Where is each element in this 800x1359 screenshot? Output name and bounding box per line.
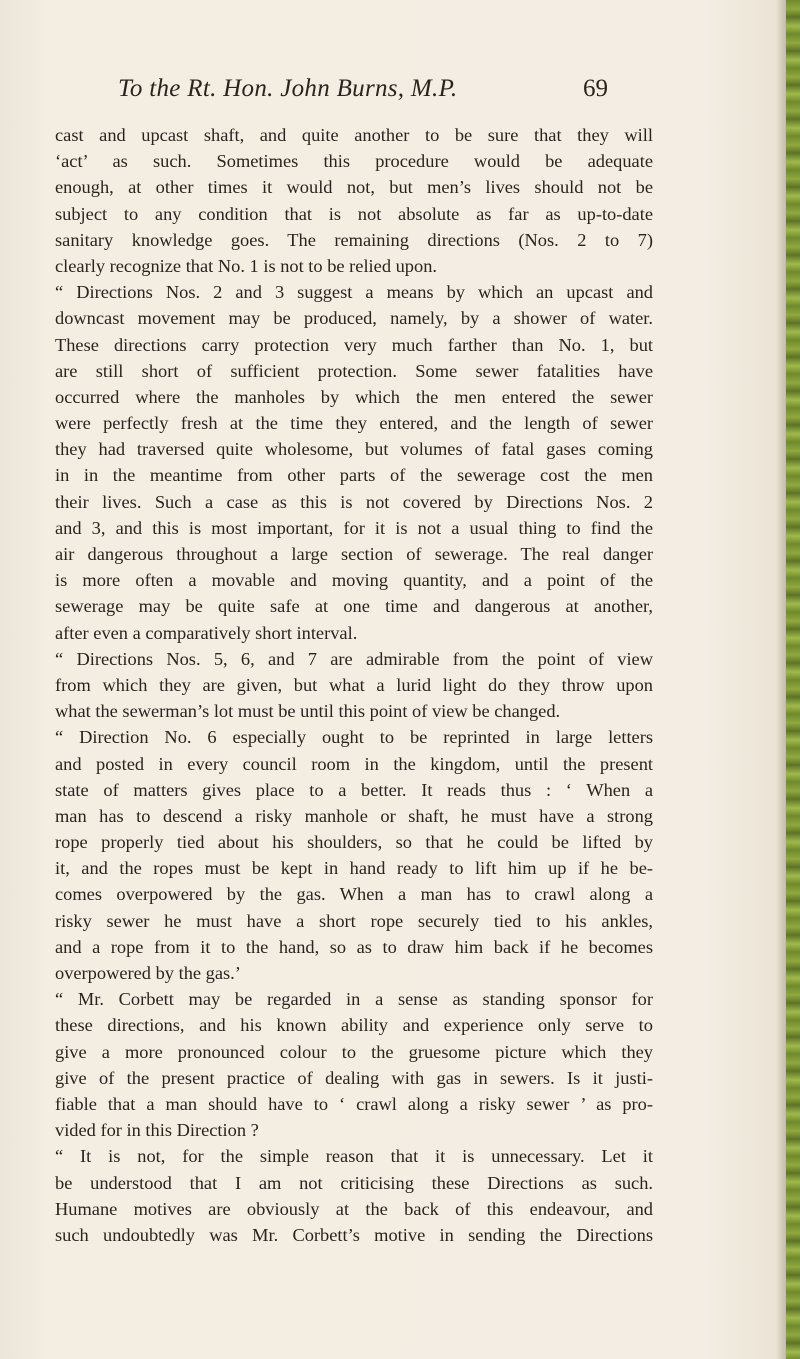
- text-line: overpowered by the gas.’: [55, 963, 241, 983]
- book-binding-edge: [786, 0, 800, 1359]
- text-line: in in the meantime from other parts of the sewerage cost the men: [55, 465, 653, 486]
- text-line: fiable that a man should have to ‘ crawl along a risky sewer ’ as pro-: [55, 1093, 653, 1114]
- gutter-shadow: [776, 0, 786, 1359]
- text-line: “ Direction No. 6 especially ought to be reprinted in large letters: [55, 727, 653, 748]
- text-line: and 3, and this is most important, for it is not a usual thing to find the: [55, 517, 653, 538]
- text-line: sanitary knowledge goes. The remaining directions (Nos. 2 to 7): [55, 229, 653, 250]
- text-line: what the sewerman’s lot must be until this point of view be changed.: [55, 701, 561, 722]
- text-line: man has to descend a risky manhole or shaft, he must have a strong: [55, 805, 653, 826]
- text-line: are still short of sufficient protection. Some sewer fatalities have: [55, 360, 653, 381]
- text-line: sewerage may be quite safe at one time and dangerous at another,: [55, 596, 653, 617]
- text-line: and posted in every council room in the kingdom, until the present: [55, 753, 653, 774]
- text-line: such undoubtedly was Mr. Corbett’s motive in sending the Directions: [55, 1224, 653, 1245]
- text-line: These directions carry protection very much farther than No. 1, but: [55, 334, 653, 355]
- text-line: “ Directions Nos. 2 and 3 suggest a means by which an upcast and: [55, 282, 653, 303]
- text-line: risky sewer he must have a short rope securely tied to his ankles,: [55, 910, 653, 931]
- text-line: these directions, and his known ability and experience only serve to: [55, 1015, 653, 1036]
- body-text: [55, 122, 653, 1248]
- text-line: be understood that I am not criticising these Directions as such.: [55, 1172, 653, 1193]
- text-line: is more often a movable and moving quantity, and a point of the: [55, 570, 653, 591]
- text-line: it, and the ropes must be kept in hand ready to lift him up if he be-: [55, 858, 653, 879]
- text-line: ‘act’ as such. Sometimes this procedure would be adequate: [55, 151, 653, 172]
- page-number: 69: [583, 75, 608, 102]
- text-line: “ It is not, for the simple reason that it is unnecessary. Let it: [55, 1146, 653, 1167]
- text-line: subject to any condition that is not absolute as far as up-to-date: [55, 203, 653, 224]
- text-line: rope properly tied about his shoulders, so that he could be lifted by: [55, 832, 653, 853]
- text-line: air dangerous throughout a large section of sewerage. The real danger: [55, 544, 653, 564]
- text-line: and a rope from it to the hand, so as to draw him back if he becomes: [55, 936, 653, 957]
- text-line: comes overpowered by the gas. When a man has to crawl along a: [55, 884, 653, 905]
- text-line: from which they are given, but what a lurid light do they throw upon: [55, 674, 653, 695]
- text-line: were perfectly fresh at the time they entered, and the length of sewer: [55, 413, 653, 434]
- text-line: after even a comparatively short interval.: [55, 622, 358, 643]
- text-line: state of matters gives place to a better. It reads thus : ‘ When a: [55, 779, 653, 800]
- text-line: occurred where the manholes by which the men entered the sewer: [55, 386, 653, 407]
- text-line: they had traversed quite wholesome, but volumes of fatal gases coming: [55, 439, 653, 460]
- text-line: their lives. Such a case as this is not covered by Directions Nos. 2: [55, 491, 653, 512]
- text-line: downcast movement may be produced, namely, by a shower of water.: [55, 308, 653, 329]
- text-line: Humane motives are obviously at the back of this endeavour, and: [55, 1198, 653, 1219]
- page-header: [0, 75, 800, 109]
- text-line: “ Directions Nos. 5, 6, and 7 are admirable from the point of view: [55, 648, 653, 669]
- running-head: To the Rt. Hon. John Burns, M.P.: [118, 75, 458, 102]
- text-line: clearly recognize that No. 1 is not to be relied upon.: [55, 255, 437, 276]
- text-line: “ Mr. Corbett may be regarded in a sense as standing sponsor for: [55, 989, 653, 1010]
- text-line: vided for in this Direction ?: [55, 1120, 259, 1141]
- text-line: give a more pronounced colour to the gruesome picture which they: [55, 1041, 653, 1062]
- text-line: enough, at other times it would not, but men’s lives should not be: [55, 177, 653, 198]
- text-line: give of the present practice of dealing with gas in sewers. Is it justi-: [55, 1067, 653, 1088]
- text-line: cast and upcast shaft, and quite another to be sure that they will: [55, 125, 653, 145]
